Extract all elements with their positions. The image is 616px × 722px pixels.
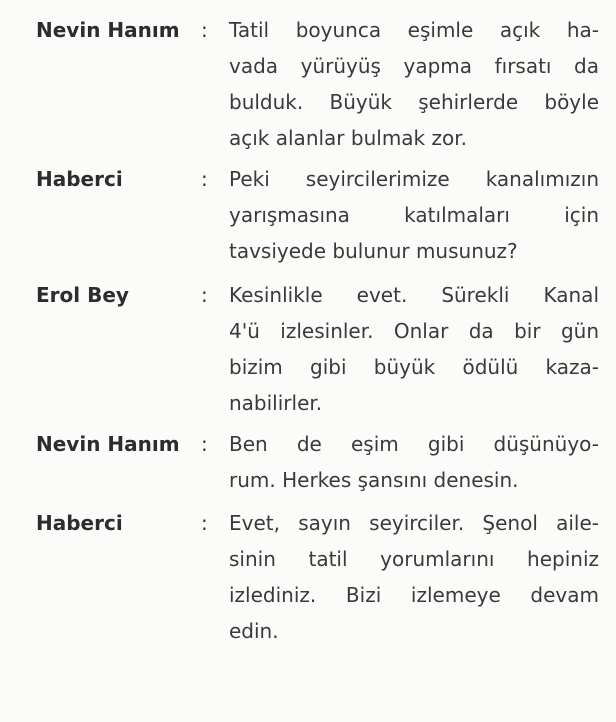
text-line: 4'ü izlesinler. Onlar da bir gün (229, 319, 599, 343)
text-line: izlediniz. Bizi izlemeye devam (229, 583, 599, 607)
speaker-separator: : (201, 511, 208, 535)
text-line: bizim gibi büyük ödülü kaza- (229, 355, 599, 379)
dialogue-text (229, 505, 599, 649)
speaker-name: Nevin Hanım (36, 18, 180, 42)
speaker-name: Haberci (36, 511, 123, 535)
speaker-name: Nevin Hanım (36, 432, 180, 456)
speaker-separator: : (201, 167, 208, 191)
text-line: Peki seyircilerimize kanalımızın (229, 167, 599, 191)
dialogue-text (229, 161, 599, 269)
text-line: açık alanlar bulmak zor. (229, 126, 467, 150)
text-line: Ben de eşim gibi düşünüyo- (229, 432, 599, 456)
speaker-separator: : (201, 283, 208, 307)
speaker-separator: : (201, 432, 208, 456)
text-line: sinin tatil yorumlarını hepiniz (229, 547, 599, 571)
text-line: vada yürüyüş yapma fırsatı da (229, 54, 599, 78)
text-line: nabilirler. (229, 391, 323, 415)
text-line: Kesinlikle evet. Sürekli Kanal (229, 283, 599, 307)
speaker-name: Haberci (36, 167, 123, 191)
text-line: Evet, sayın seyirciler. Şenol aile- (229, 511, 599, 535)
speaker-separator: : (201, 18, 208, 42)
dialogue-text (229, 426, 599, 498)
text-line: edin. (229, 619, 279, 643)
text-line: Tatil boyunca eşimle açık ha- (229, 18, 599, 42)
dialogue-text (229, 277, 599, 421)
text-line: rum. Herkes şansını denesin. (229, 468, 519, 492)
speaker-name: Erol Bey (36, 283, 129, 307)
text-line: tavsiyede bulunur musunuz? (229, 239, 518, 263)
text-line: yarışmasına katılmaları için (229, 203, 599, 227)
text-line: bulduk. Büyük şehirlerde böyle (229, 90, 599, 114)
dialogue-text (229, 12, 599, 156)
